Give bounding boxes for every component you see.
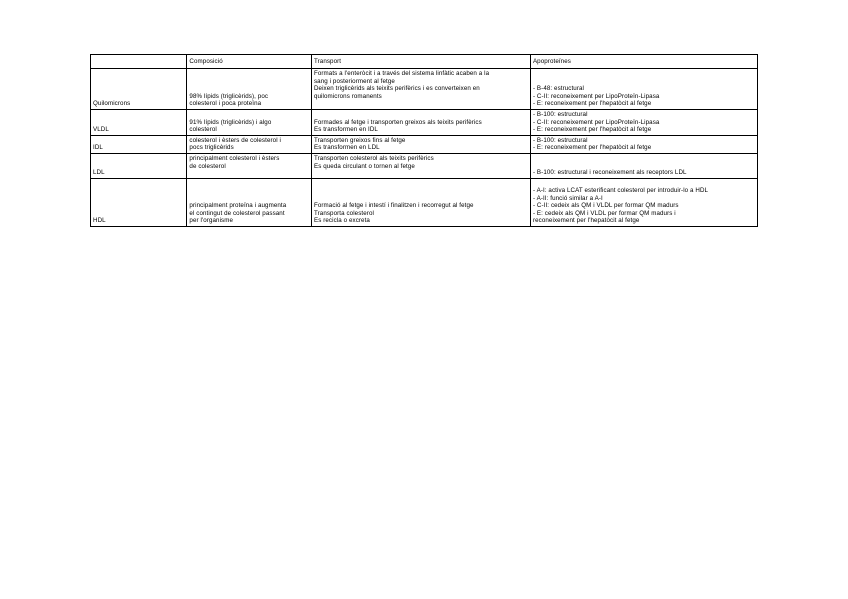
- transport-cell: Transporten colesterol als teixits perifèrics Es queda circulant o tornen al fetge: [311, 153, 530, 178]
- table-row-vldl: [91, 110, 758, 136]
- header-row: [91, 55, 758, 69]
- transport-cell: Transporten greixos fins al fetge Es transformen en LDL: [311, 135, 530, 153]
- composicio-cell: colesterol i èsters de colesterol i pocs triglicèrids: [187, 135, 312, 153]
- row-label: Quilomicrons: [91, 69, 187, 110]
- lipoprotein-table: [90, 54, 758, 227]
- composicio-cell: principalment proteïna i augmenta el contingut de colesterol passant per l'organisme: [187, 178, 312, 226]
- apoproteines-cell: - B-100: estructural - E: reconeixement per l'hepatòcit al fetge: [530, 135, 757, 153]
- apoproteines-cell: - B-100: estructural - C-II: reconeixement per LipoProteïn-Lipasa - E: reconeixement per l'hepatòcit al fetge: [530, 110, 757, 136]
- header-cell-transport: Transport: [311, 55, 530, 69]
- transport-cell: Formades al fetge i transporten greixos als teixits perifèrics Es transformen en IDL: [311, 110, 530, 136]
- composicio-cell: principalment colesterol i èsters de colesterol: [187, 153, 312, 178]
- header-cell-composicio: Composició: [187, 55, 312, 69]
- header-cell-apoproteines: Apoproteïnes: [530, 55, 757, 69]
- apoproteines-cell: - A-I: activa LCAT esterificant colesterol per introduir-lo a HDL - A-II: funció similar a A-I - C-II: cedeix als QM i VLDL per formar QM madurs - E: cedeix als QM i VLDL per formar QM madurs i reconeixement per l'hepatòcit al fetge: [530, 178, 757, 226]
- composicio-cell: 91% lípids (triglicèrids) i algo colesterol: [187, 110, 312, 136]
- row-label: LDL: [91, 153, 187, 178]
- row-label: IDL: [91, 135, 187, 153]
- table-row-idl: [91, 135, 758, 153]
- composicio-cell: 98% lípids (triglicèrids), poc colesterol i poca proteïna: [187, 69, 312, 110]
- row-label: VLDL: [91, 110, 187, 136]
- table-row-ldl: [91, 153, 758, 178]
- apoproteines-cell: - B-100: estructural i reconeixement als receptors LDL: [530, 153, 757, 178]
- apoproteines-cell: - B-48: estructural - C-II: reconeixement per LipoProteïn-Lipasa - E: reconeixement per l'hepatòcit al fetge: [530, 69, 757, 110]
- table-row-quilomicrons: [91, 69, 758, 110]
- transport-cell: Formació al fetge i intestí i finalitzen i recorregut al fetge Transporta colesterol Es recicla o excreta: [311, 178, 530, 226]
- table-row-hdl: [91, 178, 758, 226]
- row-label: HDL: [91, 178, 187, 226]
- transport-cell: Formats a l'enteròcit i a través del sistema linfàtic acaben a la sang i posteriorment al fetge Deixen triglicèrids als teixits perifèrics i es converteixen en quilomicrons romanents: [311, 69, 530, 110]
- header-cell-empty: [91, 55, 187, 69]
